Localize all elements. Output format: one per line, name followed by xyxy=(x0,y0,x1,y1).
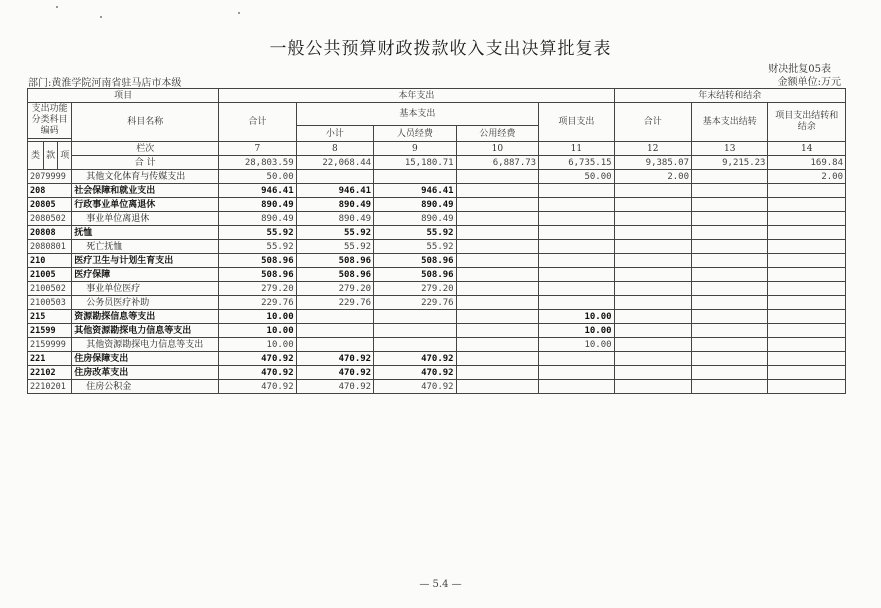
amount-cell: 508.96 xyxy=(219,254,296,268)
amount-cell xyxy=(614,184,691,198)
amount-cell xyxy=(456,254,539,268)
subject-name: 公务员医疗补助 xyxy=(72,296,219,310)
amount-cell xyxy=(456,268,539,282)
subject-name: 事业单位医疗 xyxy=(72,282,219,296)
subject-code: 210 xyxy=(28,254,72,268)
amount-cell: 2.00 xyxy=(614,170,691,184)
amount-cell xyxy=(768,338,846,352)
subject-code: 2079999 xyxy=(28,170,72,184)
subject-code: 20805 xyxy=(28,198,72,212)
amount-cell xyxy=(539,240,614,254)
amount-cell: 470.92 xyxy=(296,352,373,366)
table-row xyxy=(28,338,846,352)
amount-cell xyxy=(296,338,373,352)
table-row xyxy=(28,380,846,394)
amount-cell xyxy=(768,268,846,282)
header-year-end: 年末结转和结余 xyxy=(614,89,845,103)
table-row xyxy=(28,170,846,184)
col-number: 10 xyxy=(456,142,539,156)
header-lei: 类 xyxy=(28,142,44,170)
subject-code: 21005 xyxy=(28,268,72,282)
total-value: 6,735.15 xyxy=(539,156,614,170)
subject-code: 215 xyxy=(28,310,72,324)
amount-cell xyxy=(539,198,614,212)
amount-cell xyxy=(692,352,768,366)
subject-name: 行政事业单位离退休 xyxy=(72,198,219,212)
amount-cell: 890.49 xyxy=(219,212,296,226)
scan-speck xyxy=(238,12,240,14)
amount-cell xyxy=(692,380,768,394)
total-value: 22,068.44 xyxy=(296,156,373,170)
amount-cell: 279.20 xyxy=(296,282,373,296)
table-row xyxy=(28,240,846,254)
amount-cell xyxy=(614,352,691,366)
amount-cell xyxy=(374,170,457,184)
total-value: 169.84 xyxy=(768,156,846,170)
amount-cell xyxy=(692,212,768,226)
total-value: 9,215.23 xyxy=(692,156,768,170)
amount-cell: 50.00 xyxy=(219,170,296,184)
amount-cell xyxy=(456,198,539,212)
table-row xyxy=(28,198,846,212)
subject-code: 2100502 xyxy=(28,282,72,296)
table-row xyxy=(28,310,846,324)
header-total: 合计 xyxy=(219,103,296,142)
header-func-class: 支出功能分类科目编码 xyxy=(28,103,72,139)
amount-cell xyxy=(614,310,691,324)
amount-cell xyxy=(456,296,539,310)
amount-cell xyxy=(614,324,691,338)
amount-cell xyxy=(539,352,614,366)
subject-name: 死亡抚恤 xyxy=(72,240,219,254)
amount-cell xyxy=(692,296,768,310)
amount-cell xyxy=(768,184,846,198)
amount-cell xyxy=(374,324,457,338)
amount-cell xyxy=(539,380,614,394)
amount-cell: 946.41 xyxy=(219,184,296,198)
amount-cell: 279.20 xyxy=(374,282,457,296)
subject-code: 2159999 xyxy=(28,338,72,352)
header-ye-project: 项目支出结转和结余 xyxy=(768,103,846,142)
subject-name: 医疗保障 xyxy=(72,268,219,282)
header-basic: 基本支出 xyxy=(296,103,538,126)
amount-cell xyxy=(456,226,539,240)
amount-cell xyxy=(456,324,539,338)
total-row xyxy=(28,156,846,170)
subject-name: 住房保障支出 xyxy=(72,352,219,366)
amount-cell xyxy=(614,254,691,268)
amount-cell: 10.00 xyxy=(219,338,296,352)
amount-cell: 470.92 xyxy=(219,366,296,380)
amount-cell: 890.49 xyxy=(296,212,373,226)
amount-cell xyxy=(456,184,539,198)
amount-cell: 229.76 xyxy=(374,296,457,310)
amount-cell xyxy=(539,226,614,240)
subject-name: 资源勘探信息等支出 xyxy=(72,310,219,324)
subject-code: 2080502 xyxy=(28,212,72,226)
subject-code: 21599 xyxy=(28,324,72,338)
total-value: 15,180.71 xyxy=(374,156,457,170)
amount-cell xyxy=(768,198,846,212)
amount-cell xyxy=(456,310,539,324)
header-personnel: 人员经费 xyxy=(374,126,457,142)
amount-cell xyxy=(614,380,691,394)
amount-cell: 890.49 xyxy=(374,198,457,212)
subject-code: 2100503 xyxy=(28,296,72,310)
amount-cell xyxy=(692,268,768,282)
subject-name: 社会保障和就业支出 xyxy=(72,184,219,198)
amount-cell xyxy=(692,366,768,380)
amount-cell xyxy=(768,240,846,254)
amount-cell: 10.00 xyxy=(539,324,614,338)
amount-cell xyxy=(539,282,614,296)
subject-code: 2210201 xyxy=(28,380,72,394)
amount-cell xyxy=(456,352,539,366)
subject-code: 221 xyxy=(28,352,72,366)
amount-cell: 55.92 xyxy=(296,226,373,240)
amount-cell: 470.92 xyxy=(296,380,373,394)
amount-cell xyxy=(768,310,846,324)
amount-cell xyxy=(456,380,539,394)
amount-cell xyxy=(456,240,539,254)
table-row xyxy=(28,352,846,366)
amount-cell xyxy=(296,170,373,184)
subject-name: 其他文化体育与传媒支出 xyxy=(72,170,219,184)
total-value: 6,887.73 xyxy=(456,156,539,170)
amount-cell xyxy=(456,366,539,380)
subject-code: 20808 xyxy=(28,226,72,240)
subject-name: 事业单位离退休 xyxy=(72,212,219,226)
amount-cell xyxy=(614,282,691,296)
subject-code: 2080801 xyxy=(28,240,72,254)
amount-cell xyxy=(614,240,691,254)
amount-unit: 金额单位:万元 xyxy=(777,77,841,88)
table-row xyxy=(28,268,846,282)
subject-name: 其他资源勘探电力信息等支出 xyxy=(72,324,219,338)
amount-cell: 946.41 xyxy=(296,184,373,198)
amount-cell: 279.20 xyxy=(219,282,296,296)
col-number: 8 xyxy=(296,142,373,156)
amount-cell xyxy=(768,212,846,226)
amount-cell: 946.41 xyxy=(374,184,457,198)
amount-cell xyxy=(456,338,539,352)
table-row xyxy=(28,184,846,198)
amount-cell xyxy=(692,226,768,240)
col-number: 9 xyxy=(374,142,457,156)
amount-cell xyxy=(768,380,846,394)
amount-cell xyxy=(692,254,768,268)
table-row xyxy=(28,296,846,310)
department-label: 部门:黄淮学院河南省驻马店市本级 xyxy=(28,78,182,89)
amount-cell: 470.92 xyxy=(374,380,457,394)
header-ye-total: 合计 xyxy=(614,103,691,142)
amount-cell xyxy=(768,296,846,310)
header-subject-name: 科目名称 xyxy=(72,103,219,142)
amount-cell: 10.00 xyxy=(539,310,614,324)
table-row xyxy=(28,366,846,380)
total-label: 合 计 xyxy=(72,156,219,170)
amount-cell: 508.96 xyxy=(374,268,457,282)
amount-cell: 55.92 xyxy=(219,226,296,240)
header-project: 项目支出 xyxy=(539,103,614,142)
amount-cell: 470.92 xyxy=(219,380,296,394)
amount-cell: 10.00 xyxy=(219,324,296,338)
amount-cell xyxy=(614,296,691,310)
amount-cell: 890.49 xyxy=(374,212,457,226)
amount-cell: 55.92 xyxy=(219,240,296,254)
amount-cell xyxy=(768,282,846,296)
table-row xyxy=(28,254,846,268)
table-row xyxy=(28,212,846,226)
header-ye-basic: 基本支出结转 xyxy=(692,103,768,142)
subject-name: 抚恤 xyxy=(72,226,219,240)
header-this-year: 本年支出 xyxy=(219,89,614,103)
amount-cell: 890.49 xyxy=(219,198,296,212)
table-row xyxy=(28,324,846,338)
amount-cell: 508.96 xyxy=(296,254,373,268)
header-public: 公用经费 xyxy=(456,126,539,142)
subject-name: 医疗卫生与计划生育支出 xyxy=(72,254,219,268)
amount-cell: 470.92 xyxy=(296,366,373,380)
amount-cell xyxy=(539,366,614,380)
amount-cell xyxy=(614,198,691,212)
amount-cell xyxy=(539,254,614,268)
amount-cell xyxy=(768,254,846,268)
amount-cell xyxy=(296,324,373,338)
amount-cell: 10.00 xyxy=(219,310,296,324)
amount-cell xyxy=(539,296,614,310)
amount-cell xyxy=(692,324,768,338)
header-row-2 xyxy=(28,103,846,126)
amount-cell xyxy=(296,310,373,324)
amount-cell xyxy=(614,226,691,240)
col-number: 13 xyxy=(692,142,768,156)
amount-cell: 229.76 xyxy=(296,296,373,310)
amount-cell xyxy=(692,198,768,212)
amount-cell xyxy=(692,170,768,184)
budget-table xyxy=(27,88,846,394)
amount-cell xyxy=(768,226,846,240)
amount-cell: 2.00 xyxy=(768,170,846,184)
amount-cell xyxy=(456,282,539,296)
subject-code: 208 xyxy=(28,184,72,198)
col-number: 14 xyxy=(768,142,846,156)
amount-cell: 55.92 xyxy=(374,226,457,240)
amount-cell xyxy=(374,310,457,324)
col-number: 7 xyxy=(219,142,296,156)
subject-name: 住房改革支出 xyxy=(72,366,219,380)
column-number-row xyxy=(28,142,846,156)
amount-cell: 470.92 xyxy=(219,352,296,366)
amount-cell: 55.92 xyxy=(374,240,457,254)
amount-cell xyxy=(374,338,457,352)
amount-cell: 470.92 xyxy=(374,352,457,366)
amount-cell xyxy=(539,212,614,226)
header-row-1 xyxy=(28,89,846,103)
amount-cell: 229.76 xyxy=(219,296,296,310)
amount-cell xyxy=(614,212,691,226)
subject-name: 住房公积金 xyxy=(72,380,219,394)
total-value: 28,803.59 xyxy=(219,156,296,170)
subject-name: 其他资源勘探电力信息等支出 xyxy=(72,338,219,352)
form-number: 财决批复05表 xyxy=(768,64,831,75)
amount-cell xyxy=(539,268,614,282)
page-number: — 5.4 — xyxy=(419,579,462,590)
col-number: 12 xyxy=(614,142,691,156)
amount-cell: 508.96 xyxy=(374,254,457,268)
amount-cell xyxy=(692,240,768,254)
amount-cell: 50.00 xyxy=(539,170,614,184)
amount-cell: 508.96 xyxy=(219,268,296,282)
header-kuan: 款 xyxy=(44,142,58,170)
amount-cell xyxy=(768,352,846,366)
header-xiang: 项 xyxy=(58,142,72,170)
amount-cell xyxy=(614,268,691,282)
header-item: 项目 xyxy=(28,89,219,103)
amount-cell: 470.92 xyxy=(374,366,457,380)
subject-code: 22102 xyxy=(28,366,72,380)
page-title: 一般公共预算财政拨款收入支出决算批复表 xyxy=(269,39,612,59)
amount-cell xyxy=(692,184,768,198)
header-lanci: 栏次 xyxy=(72,142,219,156)
scan-speck xyxy=(100,16,102,18)
amount-cell xyxy=(539,184,614,198)
amount-cell xyxy=(456,170,539,184)
amount-cell xyxy=(692,338,768,352)
amount-cell xyxy=(768,324,846,338)
total-value: 9,385.07 xyxy=(614,156,691,170)
amount-cell: 890.49 xyxy=(296,198,373,212)
col-number: 11 xyxy=(539,142,614,156)
header-subtotal: 小计 xyxy=(296,126,373,142)
table-row xyxy=(28,282,846,296)
amount-cell xyxy=(614,338,691,352)
amount-cell xyxy=(456,212,539,226)
scan-speck xyxy=(56,6,58,8)
amount-cell: 10.00 xyxy=(539,338,614,352)
amount-cell xyxy=(692,310,768,324)
amount-cell xyxy=(692,282,768,296)
amount-cell xyxy=(614,366,691,380)
table-row xyxy=(28,226,846,240)
amount-cell: 55.92 xyxy=(296,240,373,254)
amount-cell xyxy=(768,366,846,380)
amount-cell: 508.96 xyxy=(296,268,373,282)
